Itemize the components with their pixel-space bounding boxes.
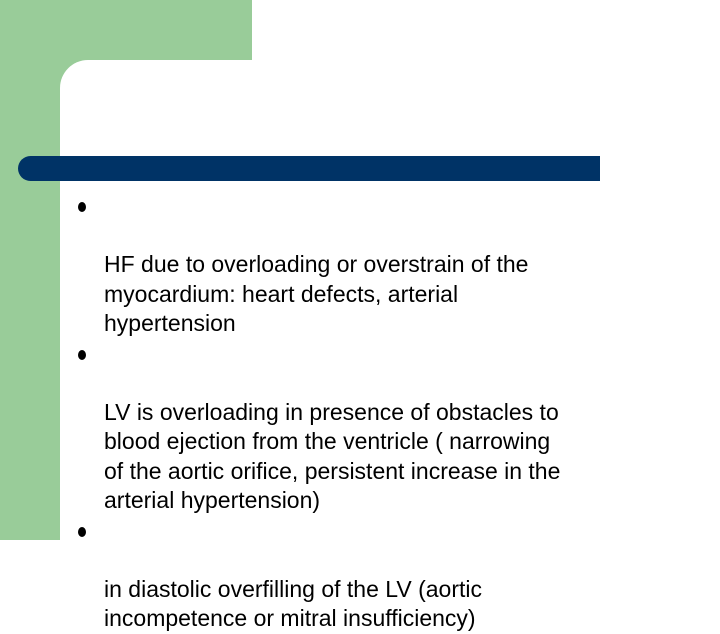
bullet-text: in diastolic overfilling of the LV (aortic incompetence or mitral insufficiency) bbox=[104, 575, 482, 631]
bullet-item bbox=[78, 339, 678, 516]
bullet-dot-icon bbox=[78, 350, 86, 360]
bullet-list bbox=[78, 191, 678, 634]
bullet-dot-icon bbox=[78, 202, 86, 212]
bullet-item bbox=[78, 191, 678, 339]
bullet-text: HF due to overloading or overstrain of the myocardium: heart defects, arterial hypertension bbox=[104, 251, 529, 336]
bullet-text: LV is overloading in presence of obstacles to blood ejection from the ventricle ( narrowing of the aortic orifice, persistent increase in the arterial hypertension) bbox=[104, 398, 561, 513]
bullet-item bbox=[78, 516, 678, 634]
title-bar bbox=[18, 156, 600, 181]
bullet-dot-icon bbox=[78, 527, 86, 537]
